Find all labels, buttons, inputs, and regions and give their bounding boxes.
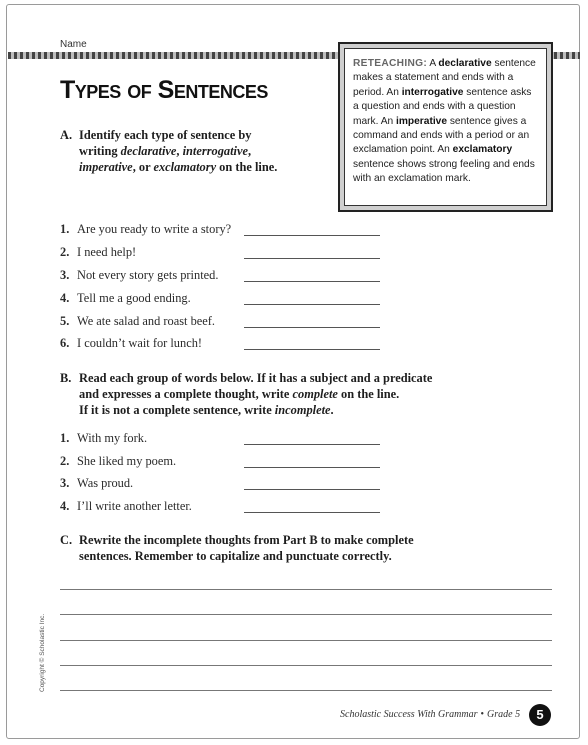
part-c-line1: Rewrite the incomplete thoughts from Part B to make complete bbox=[79, 533, 414, 547]
item-number: 4. bbox=[60, 499, 70, 513]
item-number: 1. bbox=[60, 431, 70, 445]
part-a-line1: Identify each type of sentence by bbox=[79, 128, 252, 142]
item-number: 4. bbox=[60, 291, 70, 305]
answer-line-b2[interactable] bbox=[244, 467, 380, 468]
part-a-letter: A. bbox=[60, 128, 73, 142]
answer-line-a3[interactable] bbox=[244, 281, 380, 282]
item-number: 3. bbox=[60, 268, 70, 282]
term-exclamatory: exclamatory bbox=[452, 144, 513, 156]
part-b-item bbox=[60, 476, 133, 490]
part-a-item bbox=[60, 268, 218, 282]
reteaching-label: RETEACHING: bbox=[353, 58, 428, 69]
reteaching-text: sentence asks a question and ends with a question mark. An bbox=[353, 86, 532, 127]
item-text: She liked my poem. bbox=[77, 454, 177, 468]
part-a-instructions bbox=[60, 127, 277, 175]
answer-line-a4[interactable] bbox=[244, 304, 380, 305]
word-complete: complete bbox=[292, 387, 338, 401]
term-declarative: declarative bbox=[438, 58, 492, 69]
part-b-line3: If it is not a complete sentence, write bbox=[79, 403, 275, 417]
reteaching-text: sentence shows strong feeling and ends with an exclamation mark. bbox=[353, 158, 535, 185]
item-text: I’ll write another letter. bbox=[77, 499, 192, 513]
punct: , bbox=[247, 144, 252, 158]
writing-line-4[interactable] bbox=[60, 665, 552, 666]
part-b-item bbox=[60, 431, 147, 445]
part-a-line3: on the line. bbox=[216, 160, 278, 174]
part-a-item bbox=[60, 245, 136, 259]
item-number: 5. bbox=[60, 314, 70, 328]
part-a-item bbox=[60, 336, 202, 350]
part-a-item bbox=[60, 222, 231, 236]
part-b-item bbox=[60, 454, 176, 468]
part-c-instructions bbox=[60, 532, 414, 564]
answer-line-a1[interactable] bbox=[244, 235, 380, 236]
punct: . bbox=[330, 403, 334, 417]
reteaching-text: sentence gives a command and ends with a period or an exclamation point. An bbox=[353, 115, 530, 156]
reteaching-box bbox=[338, 42, 553, 212]
grade-label: Grade 5 bbox=[487, 709, 521, 720]
term-interrogative: interrogative bbox=[401, 86, 464, 98]
answer-line-a2[interactable] bbox=[244, 258, 380, 259]
item-text: Tell me a good ending. bbox=[77, 291, 191, 305]
writing-line-3[interactable] bbox=[60, 640, 552, 641]
item-text: With my fork. bbox=[77, 431, 148, 445]
answer-line-a6[interactable] bbox=[244, 349, 380, 350]
part-c-line2: sentences. Remember to capitalize and punctuate correctly. bbox=[79, 549, 392, 563]
item-number: 3. bbox=[60, 476, 70, 490]
writing-line-1[interactable] bbox=[60, 589, 552, 590]
part-b-line1: Read each group of words below. If it has a subject and a predicate bbox=[79, 371, 433, 385]
punct: , or bbox=[132, 160, 154, 174]
word-incomplete: incomplete bbox=[274, 403, 331, 417]
item-text: Was proud. bbox=[77, 476, 134, 490]
part-a-line2: writing bbox=[79, 144, 121, 158]
item-text: Not every story gets printed. bbox=[77, 268, 219, 282]
part-b-line2-end: on the line. bbox=[337, 387, 400, 401]
part-c-letter: C. bbox=[60, 533, 73, 547]
term-imperative: imperative bbox=[396, 115, 447, 127]
answer-line-b1[interactable] bbox=[244, 444, 380, 445]
item-number: 6. bbox=[60, 336, 70, 350]
item-number: 2. bbox=[60, 245, 70, 259]
book-title: Scholastic Success With Grammar bbox=[340, 709, 478, 720]
footer-credit bbox=[340, 709, 520, 720]
footer-bullet: • bbox=[480, 709, 485, 720]
reteaching-text: sentence makes a statement and ends with a period. An bbox=[353, 58, 536, 98]
item-text: I couldn’t wait for lunch! bbox=[77, 336, 203, 350]
answer-line-b4[interactable] bbox=[244, 512, 380, 513]
word-declarative: declarative bbox=[120, 144, 177, 158]
part-b-line2: and expresses a complete thought, write bbox=[79, 387, 293, 401]
part-a-item bbox=[60, 291, 191, 305]
part-b-letter: B. bbox=[60, 371, 72, 385]
part-b-instructions bbox=[60, 370, 432, 418]
item-text: Are you ready to write a story? bbox=[77, 222, 232, 236]
writing-line-2[interactable] bbox=[60, 614, 552, 615]
item-number: 2. bbox=[60, 454, 70, 468]
word-exclamatory: exclamatory bbox=[153, 160, 217, 174]
page-title: Types of Sentences bbox=[60, 76, 268, 104]
part-a-item bbox=[60, 314, 215, 328]
part-b-item bbox=[60, 499, 192, 513]
item-text: We ate salad and roast beef. bbox=[77, 314, 215, 328]
item-number: 1. bbox=[60, 222, 70, 236]
answer-line-a5[interactable] bbox=[244, 327, 380, 328]
answer-line-b3[interactable] bbox=[244, 489, 380, 490]
item-text: I need help! bbox=[77, 245, 137, 259]
word-interrogative: interrogative bbox=[182, 144, 248, 158]
copyright-notice: Copyright © Scholastic Inc. bbox=[39, 613, 46, 692]
page-number-badge: 5 bbox=[529, 704, 551, 726]
name-label: Name bbox=[60, 39, 87, 50]
reteaching-text: A bbox=[427, 58, 439, 69]
writing-line-5[interactable] bbox=[60, 690, 552, 691]
punct: , bbox=[176, 144, 183, 158]
word-imperative: imperative bbox=[79, 160, 133, 174]
